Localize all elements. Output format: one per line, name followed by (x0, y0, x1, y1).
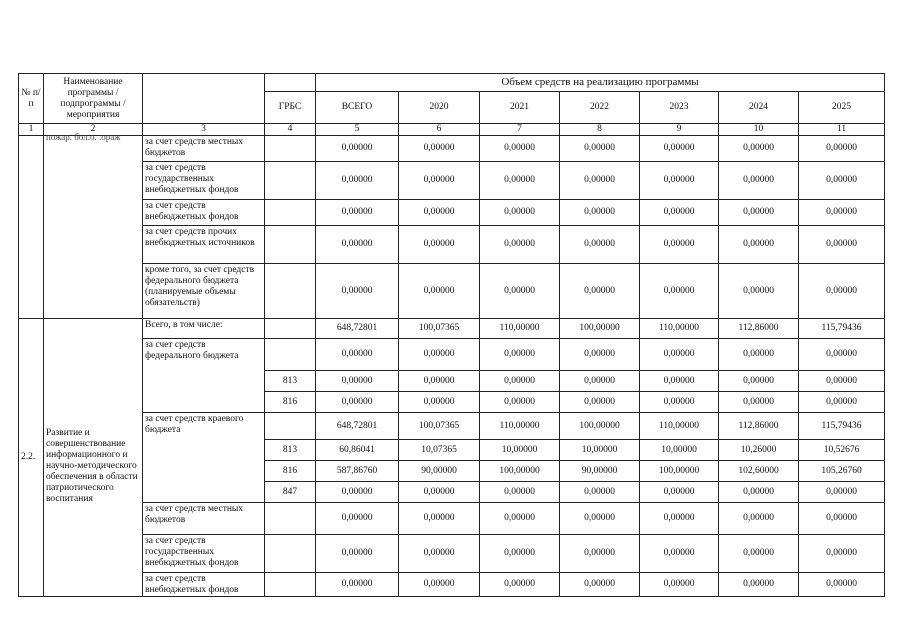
value-cell: 0,00000 (316, 371, 399, 392)
value-cell: 0,00000 (399, 226, 480, 264)
value-cell: 0,00000 (480, 226, 560, 264)
value-cell: 0,00000 (399, 136, 480, 162)
value-cell: 0,00000 (799, 226, 885, 264)
value-cell: 0,00000 (799, 371, 885, 392)
grbs-code: 813 (265, 440, 316, 461)
value-cell: 0,00000 (719, 264, 799, 319)
value-cell: 0,00000 (640, 200, 719, 226)
value-cell: 0,00000 (316, 503, 399, 535)
grbs-code (265, 264, 316, 319)
value-cell: 0,00000 (480, 535, 560, 573)
value-cell: 0,00000 (316, 136, 399, 162)
budget-table-page (18, 73, 885, 597)
value-cell: 0,00000 (719, 339, 799, 371)
column-index: 2 (44, 124, 143, 136)
header-name: Наименование программы / подпрограммы / мероприятия (44, 74, 143, 124)
value-cell: 0,00000 (316, 339, 399, 371)
value-cell: 90,00000 (560, 461, 640, 482)
value-cell: 0,00000 (719, 136, 799, 162)
value-cell: 0,00000 (640, 339, 719, 371)
value-cell: 0,00000 (719, 573, 799, 597)
value-cell: 0,00000 (560, 226, 640, 264)
grbs-code (265, 413, 316, 440)
value-cell: 0,00000 (640, 226, 719, 264)
value-cell: 0,00000 (560, 535, 640, 573)
header-year: 2022 (560, 92, 640, 124)
header-year: 2021 (480, 92, 560, 124)
value-cell: 0,00000 (799, 392, 885, 413)
value-cell: 0,00000 (640, 136, 719, 162)
table-row (19, 319, 885, 339)
value-cell: 0,00000 (399, 200, 480, 226)
value-cell: 10,26000 (719, 440, 799, 461)
value-cell: 112,86000 (719, 319, 799, 339)
value-cell: 10,00000 (480, 440, 560, 461)
header-year: 2025 (799, 92, 885, 124)
value-cell: 0,00000 (560, 200, 640, 226)
value-cell: 60,86041 (316, 440, 399, 461)
value-cell: 90,00000 (399, 461, 480, 482)
value-cell: 0,00000 (640, 573, 719, 597)
grbs-code (265, 339, 316, 371)
header-grbs: ГРБС (265, 92, 316, 124)
grbs-code (265, 319, 316, 339)
value-cell: 0,00000 (719, 503, 799, 535)
table-row (19, 226, 885, 264)
budget-table (18, 73, 885, 597)
funding-source: за счет средств федерального бюджета (143, 339, 265, 413)
cont-num-cell (19, 136, 44, 319)
value-cell: 10,00000 (560, 440, 640, 461)
grbs-code (265, 535, 316, 573)
value-cell: 100,07365 (399, 319, 480, 339)
value-cell: 648,72801 (316, 319, 399, 339)
value-cell: 110,00000 (480, 319, 560, 339)
value-cell: 110,00000 (640, 319, 719, 339)
cut-off-name-fragment: пожар. бол.о. .ораж (46, 132, 121, 142)
value-cell: 0,00000 (316, 226, 399, 264)
value-cell: 100,07365 (399, 413, 480, 440)
funding-source: за счет средств государственных внебюджетных фондов (143, 162, 265, 200)
column-index: 11 (799, 124, 885, 136)
value-cell: 0,00000 (799, 339, 885, 371)
funding-source: за счет средств внебюджетных фондов (143, 200, 265, 226)
column-index: 6 (399, 124, 480, 136)
value-cell: 0,00000 (799, 264, 885, 319)
value-cell: 0,00000 (316, 573, 399, 597)
cont-name-cell (44, 132, 143, 319)
value-cell: 0,00000 (399, 371, 480, 392)
header-num: № п/п (19, 74, 44, 124)
table-row (19, 200, 885, 226)
grbs-code (265, 136, 316, 162)
grbs-code (265, 162, 316, 200)
value-cell: 0,00000 (399, 482, 480, 503)
header-grbs-top (265, 74, 316, 92)
value-cell: 0,00000 (480, 503, 560, 535)
value-cell: 0,00000 (399, 162, 480, 200)
grbs-code: 847 (265, 482, 316, 503)
value-cell: 0,00000 (316, 392, 399, 413)
value-cell: 0,00000 (719, 371, 799, 392)
value-cell: 0,00000 (719, 535, 799, 573)
table-row (19, 162, 885, 200)
value-cell: 0,00000 (799, 200, 885, 226)
value-cell: 0,00000 (399, 535, 480, 573)
grbs-code: 816 (265, 392, 316, 413)
table-row (19, 136, 885, 162)
funding-source: за счет средств государственных внебюджетных фондов (143, 535, 265, 573)
column-index: 3 (143, 124, 265, 136)
column-index: 4 (265, 124, 316, 136)
value-cell: 100,00000 (480, 461, 560, 482)
value-cell: 0,00000 (799, 162, 885, 200)
value-cell: 0,00000 (799, 535, 885, 573)
table-row (19, 573, 885, 597)
value-cell: 0,00000 (316, 482, 399, 503)
value-cell: 0,00000 (640, 535, 719, 573)
value-cell: 0,00000 (560, 264, 640, 319)
header-year: 2024 (719, 92, 799, 124)
value-cell: 0,00000 (560, 371, 640, 392)
column-index: 9 (640, 124, 719, 136)
funding-source: за счет средств внебюджетных фондов (143, 573, 265, 597)
value-cell: 100,00000 (640, 461, 719, 482)
column-index-row (19, 124, 885, 136)
column-index: 10 (719, 124, 799, 136)
table-row (19, 264, 885, 319)
column-index: 1 (19, 124, 44, 136)
value-cell: 0,00000 (560, 162, 640, 200)
table-row (19, 413, 885, 440)
value-cell: 112,86000 (719, 413, 799, 440)
value-cell: 0,00000 (640, 482, 719, 503)
header-volume: Объем средств на реализацию программы (316, 74, 885, 92)
header-year: 2020 (399, 92, 480, 124)
column-index: 5 (316, 124, 399, 136)
value-cell: 0,00000 (799, 503, 885, 535)
value-cell: 0,00000 (480, 392, 560, 413)
value-cell: 0,00000 (640, 264, 719, 319)
value-cell: 100,00000 (560, 413, 640, 440)
value-cell: 0,00000 (799, 482, 885, 503)
value-cell: 0,00000 (480, 482, 560, 503)
grbs-code: 813 (265, 371, 316, 392)
value-cell: 0,00000 (560, 339, 640, 371)
value-cell: 0,00000 (480, 200, 560, 226)
funding-source: за счет средств местных бюджетов (143, 503, 265, 535)
table-row (19, 535, 885, 573)
value-cell: 0,00000 (799, 136, 885, 162)
value-cell: 0,00000 (560, 482, 640, 503)
funding-source: Всего, в том числе: (143, 319, 265, 339)
value-cell: 10,07365 (399, 440, 480, 461)
value-cell: 648,72801 (316, 413, 399, 440)
header-year: 2023 (640, 92, 719, 124)
value-cell: 0,00000 (719, 200, 799, 226)
value-cell: 10,52676 (799, 440, 885, 461)
value-cell: 0,00000 (480, 339, 560, 371)
funding-source: за счет средств краевого бюджета (143, 413, 265, 503)
value-cell: 0,00000 (399, 503, 480, 535)
value-cell: 587,86760 (316, 461, 399, 482)
section-number: 2.2. (19, 319, 44, 597)
value-cell: 110,00000 (480, 413, 560, 440)
value-cell: 0,00000 (640, 371, 719, 392)
value-cell: 0,00000 (719, 392, 799, 413)
value-cell: 0,00000 (399, 339, 480, 371)
value-cell: 0,00000 (480, 573, 560, 597)
value-cell: 115,79436 (799, 319, 885, 339)
value-cell: 0,00000 (316, 264, 399, 319)
value-cell: 115,79436 (799, 413, 885, 440)
header-row-top (19, 74, 885, 92)
value-cell: 0,00000 (399, 392, 480, 413)
value-cell: 0,00000 (316, 535, 399, 573)
value-cell: 0,00000 (399, 573, 480, 597)
value-cell: 0,00000 (719, 482, 799, 503)
value-cell: 0,00000 (399, 264, 480, 319)
value-cell: 0,00000 (560, 136, 640, 162)
header-empty (143, 74, 265, 124)
value-cell: 105,26760 (799, 461, 885, 482)
value-cell: 0,00000 (480, 264, 560, 319)
grbs-code (265, 503, 316, 535)
value-cell: 0,00000 (799, 573, 885, 597)
header-year: ВСЕГО (316, 92, 399, 124)
column-index: 7 (480, 124, 560, 136)
column-index: 8 (560, 124, 640, 136)
value-cell: 0,00000 (480, 162, 560, 200)
funding-source: за счет средств прочих внебюджетных источников (143, 226, 265, 264)
value-cell: 0,00000 (640, 392, 719, 413)
value-cell: 0,00000 (640, 162, 719, 200)
value-cell: 0,00000 (316, 162, 399, 200)
value-cell: 0,00000 (560, 503, 640, 535)
funding-source: кроме того, за счет средств федерального бюджета (планируемые объемы обязательств) (143, 264, 265, 319)
value-cell: 100,00000 (560, 319, 640, 339)
funding-source: за счет средств местных бюджетов (143, 136, 265, 162)
value-cell: 110,00000 (640, 413, 719, 440)
value-cell: 0,00000 (480, 371, 560, 392)
value-cell: 0,00000 (316, 200, 399, 226)
table-row (19, 339, 885, 371)
section-name: Развитие и совершенствование информационного и научно-методического обеспечения в области патриотического воспитания (44, 319, 143, 597)
value-cell: 10,00000 (640, 440, 719, 461)
grbs-code (265, 226, 316, 264)
value-cell: 0,00000 (560, 573, 640, 597)
value-cell: 0,00000 (719, 162, 799, 200)
value-cell: 0,00000 (640, 503, 719, 535)
grbs-code: 816 (265, 461, 316, 482)
grbs-code (265, 573, 316, 597)
value-cell: 0,00000 (719, 226, 799, 264)
value-cell: 0,00000 (560, 392, 640, 413)
table-row (19, 503, 885, 535)
value-cell: 0,00000 (480, 136, 560, 162)
grbs-code (265, 200, 316, 226)
value-cell: 102,60000 (719, 461, 799, 482)
